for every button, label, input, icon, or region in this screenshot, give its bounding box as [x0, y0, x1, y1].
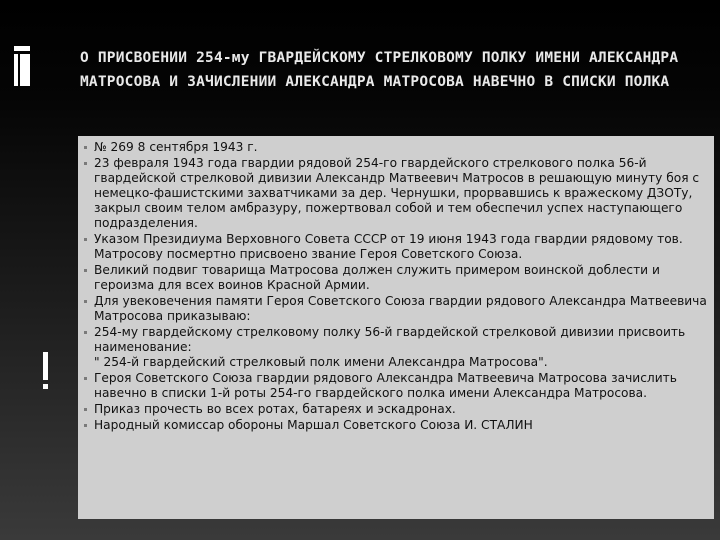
- paragraph-text: Народный комиссар обороны Маршал Советского Союза И. СТАЛИН: [94, 418, 533, 432]
- bullet-marker: [84, 146, 87, 149]
- paragraph-decree: [84, 232, 708, 262]
- bullet-marker: [84, 162, 87, 165]
- paragraph-text: 254-му гвардейскому стрелковому полку 56-й гвардейской стрелковой дивизии присвоить наименование: " 254-й гвардейский стрелковый полк имени Александра Матросова".: [94, 325, 686, 369]
- bullet-marker: [84, 238, 87, 241]
- slide-title: О ПРИСВОЕНИИ 254-му ГВАРДЕЙСКОМУ СТРЕЛКОВОМУ ПОЛКУ ИМЕНИ АЛЕКСАНДРА МАТРОСОВА И ЗАЧИСЛЕНИИ АЛЕКСАНДРА МАТРОСОВА НАВЕЧНО В СПИСКИ ПОЛКА: [80, 50, 679, 90]
- paragraph-text: Приказ прочесть во всех ротах, батареях и эскадронах.: [94, 402, 456, 416]
- paragraph-order-number: [84, 140, 708, 155]
- content-box: [78, 136, 714, 519]
- decorative-bar-left: [14, 54, 18, 86]
- paragraph-example: [84, 263, 708, 293]
- paragraph-text: 23 февраля 1943 года гвардии рядовой 254-го гвардейского стрелкового полка 56-й гвардейской стрелковой дивизии Александр Матвеевич Матросов в решающую минуту боя с немецко-фашистскими захватчиками за дер. Чернушки, прорвавшись к вражескому ДЗОТу, закрыл своим телом амбразуру, пожертвовал собой и тем обеспечил успех наступающего подразделения.: [94, 156, 700, 230]
- decorative-bar-lower-1: [43, 352, 48, 380]
- paragraph-text: Для увековечения памяти Героя Советского Союза гвардии рядового Александра Матвеевича Матросова приказываю:: [94, 294, 707, 323]
- bullet-marker: [84, 300, 87, 303]
- bullet-marker: [84, 331, 87, 334]
- decorative-bar-top: [14, 46, 30, 51]
- bullet-marker: [84, 269, 87, 272]
- bullet-marker: [84, 377, 87, 380]
- bullet-marker: [84, 424, 87, 427]
- paragraph-order-intro: [84, 294, 708, 324]
- paragraph-enlistment: [84, 371, 708, 401]
- bullet-marker: [84, 408, 87, 411]
- paragraph-feat: [84, 156, 708, 231]
- decorative-bar-lower-2: [43, 384, 48, 389]
- paragraph-signature: [84, 418, 708, 433]
- paragraph-read-order: [84, 402, 708, 417]
- paragraph-text: Великий подвиг товарища Матросова должен служить примером воинской доблести и героизма для всех воинов Красной Армии.: [94, 263, 660, 292]
- paragraph-text: Указом Президиума Верховного Совета СССР от 19 июня 1943 года гвардии рядовому тов. Матросову посмертно присвоено звание Героя Советского Союза.: [94, 232, 683, 261]
- paragraph-text: № 269 8 сентября 1943 г.: [94, 140, 258, 154]
- decorative-bar-main: [20, 54, 30, 86]
- paragraph-naming: [84, 325, 708, 370]
- paragraph-text: Героя Советского Союза гвардии рядового Александра Матвеевича Матросова зачислить навечно в списки 1-й роты 254-го гвардейского полка имени Александра Матросова.: [94, 371, 677, 400]
